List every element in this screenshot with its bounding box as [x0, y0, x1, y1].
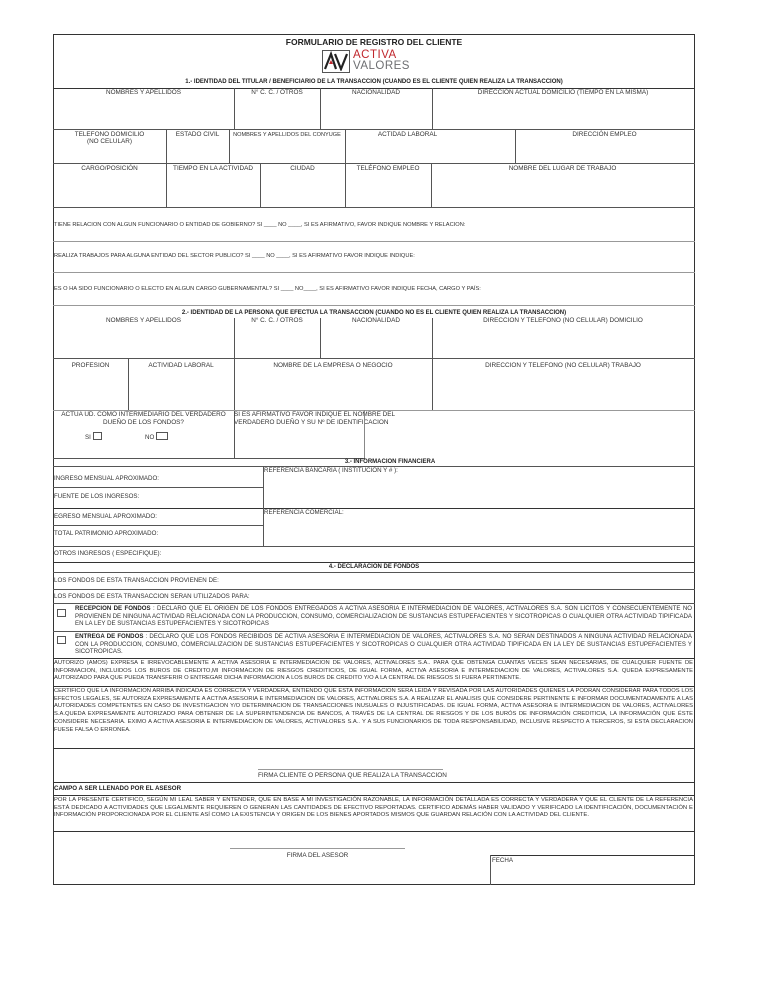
label-fuente-ingresos: FUENTE DE LOS INGRESOS: — [54, 493, 140, 500]
label-telefono-empleo: TELÉFONO EMPLEO — [356, 165, 420, 172]
logo-text-activa: ACTIVA — [353, 49, 397, 61]
s2-label-cc: N° C. C. / OTROS — [251, 317, 303, 324]
s2-label-empresa: NOMBRE DE LA EMPRESA O NEGOCIO — [273, 362, 393, 369]
label-ingreso-mensual: INGRESO MENSUAL APROXIMADO: — [54, 475, 159, 482]
fecha-field[interactable] — [491, 866, 693, 883]
label-si: SI — [85, 434, 91, 441]
s2-label-nacionalidad: NACIONALIDAD — [352, 317, 400, 324]
asesor-heading: CAMPO A SER LLENADO POR EL ASESOR — [54, 785, 182, 792]
label-firma-asesor: FIRMA DEL ASESOR — [286, 852, 349, 859]
label-lugar-trabajo: NOMBRE DEL LUGAR DE TRABAJO — [508, 165, 617, 172]
question-sector-publico: REALIZA TRABAJOS PARA ALGUNA ENTIDAD DEL SECTOR PUBLICO? SI ____ NO ____, SI ES AFIRMATIVO FAVOR INDIQUE INDIQUE: — [54, 253, 415, 259]
label-direccion-empleo: DIRECCIÓN EMPLEO — [572, 131, 637, 138]
label-intermediario-q1: ACTUA UD. COMO INTERMEDIARIO DEL VERDADERO — [61, 411, 226, 418]
label-egreso-mensual: EGRESO MENSUAL APROXIMADO: — [54, 513, 157, 520]
s2-label-nombres: NOMBRES Y APELLIDOS — [105, 317, 182, 324]
form-title: FORMULARIO DE REGISTRO DEL CLIENTE — [285, 37, 463, 47]
label-ciudad: CIUDAD — [290, 165, 315, 172]
label-tiempo-actividad: TIEMPO EN LA ACTIVIDAD — [173, 165, 253, 172]
recepcion-title: RECEPCION DE FONDOS — [75, 605, 151, 612]
label-provienen: LOS FONDOS DE ESTA TRANSACCION PROVIENEN DE: — [54, 577, 219, 584]
checkbox-si[interactable] — [93, 432, 102, 440]
firma-asesor-line[interactable] — [230, 848, 405, 849]
section4-heading: 4.- DECLARACION DE FONDOS — [328, 564, 420, 570]
checkbox-recepcion[interactable] — [57, 609, 66, 617]
autorizo-paragraph: AUTORIZO (AMOS) EXPRESA E IRREVOCABLEMENTE A ACTIVA ASESORIA E INTERMEDIACION DE VALORES, ACTIVALORES S.A.. PARA QUE OBTENGA CUANTAS VECES SEAN NECESARIAS, DE CUALQUIER FUENTE DE INFORMACION, INCLUIDOS LOS BUROS DE CREDITO,MI INFORMACION DE RIESGOS CREDITICIOS, DE IGUAL FORMA, ACTIVA ASESORIA E INTERMEDIACION DE VALORES, ACTIVALORES S.A. QUEDA EXPRESAMENTE AUTORIZADO PARA QUE PUEDA TRANSFERIR O ENTREGAR DICHA INFORMACION A LOS BUROS DE CREDITO Y/O A LA CENTRAL DE RIESGOS SI FUERA PERTINENTE. — [54, 660, 693, 682]
activa-valores-logo — [322, 50, 452, 74]
checkbox-no[interactable] — [156, 432, 168, 440]
s2-label-profesion: PROFESION — [71, 362, 110, 369]
av-logo-icon — [322, 50, 350, 73]
label-utilizados: LOS FONDOS DE ESTA TRANSACCION SERAN UTILIZADOS PARA: — [54, 593, 250, 600]
label-ref-comercial: REFERENCIA COMERCIAL: — [264, 509, 344, 516]
entrega-text: : DECLARO QUE LOS FONDOS RECIBIDOS DE ACTIVA ASESORIA E INTERMEDIACION DE VALORES, ACTIVALORES S.A. NO SERAN DESTINADOS A NINGUNA ACTIVIDAD RELACIONADA CON LA PRODUCCION, CONSUMO, COMERCIALIZACION DE SUSTANCIAS ESTUPEFACIENTES Y SICOTROPICAS O CUALQUIER OTRA ACTIVIDAD TIPIFICADA EN LA LEY DE SUSTANCIAS ESTUPEFACIENTES Y SICOTROPICAS. — [75, 633, 692, 656]
s2-label-actividad-laboral: ACTIVIDAD LABORAL — [148, 362, 214, 369]
label-cargo: CARGO/POSICIÓN — [81, 165, 138, 172]
nombres-field[interactable] — [54, 98, 232, 128]
label-conyuge: NOMBRES Y APELLIDOS DEL CONYUGE — [233, 132, 341, 138]
label-telefono-domicilio: TELEFONO DOMICILIO — [74, 131, 145, 138]
label-direccion-domicilio: DIRECCION ACTUAL DOMICILIO (TIEMPO EN LA MISMA) — [477, 89, 649, 96]
label-estado-civil: ESTADO CIVIL — [175, 131, 220, 138]
label-firma-cliente: FIRMA CLIENTE O PERSONA QUE REALIZA LA TRANSACCION — [258, 772, 447, 779]
label-dueno-q2: VERDADERO DUEÑO Y SU Nº DE IDENTIFICACION — [234, 419, 389, 426]
entrega-declaration — [75, 633, 692, 656]
label-otros-ingresos: OTROS INGRESOS ( ESPECIFIQUE): — [54, 550, 162, 557]
section3-heading: 3.- INFORMACION FINANCIERA — [344, 459, 436, 465]
question-funcionario-electo: ES O HA SIDO FUNCIONARIO O ELECTO EN ALGUN CARGO GUBERNAMENTAL? SI ____ NO____, SI ES AFIRMATIVO FAVOR INDIQUE FECHA, CARGO Y PAÍS: — [54, 286, 481, 292]
firma-cliente-line[interactable] — [258, 769, 443, 770]
label-dueno-q1: SI ES AFIRMATIVO FAVOR INDIQUE EL NOMBRE DEL — [234, 411, 396, 418]
cc-field[interactable] — [235, 98, 319, 128]
checkbox-entrega[interactable] — [57, 636, 66, 644]
section1-heading: 1.- IDENTIDAD DEL TITULAR / BENEFICIARIO DE LA TRANSACCION (CUANDO ES EL CLIENTE QUIEN REALIZA LA TRANSACCION) — [185, 79, 563, 85]
direccion-domicilio-field[interactable] — [433, 98, 693, 128]
nacionalidad-field[interactable] — [321, 98, 431, 128]
recepcion-text: : DECLARO QUE EL ORIGEN DE LOS FONDOS ENTREGADOS A ACTIVA ASESORIA E INTERMEDIACION DE VALORES, ACTIVALORES S.A. SON LICITOS Y CONSECUENTEMENTE NO PROVIENEN DE NINGUNA ACTIVIDAD RELACIONADA CON LA PRODUCCION, CONSUMO, COMERCIALIZACION DE SUSTANCIAS ESTUPEFACIENTES Y SICOTROPICAS O CUALQUIER OTRA ACTIVIDAD TIPIFICADA EN LA LEY DE SUSTANCIAS ESTUPEFACIENTES Y SICOTROPICAS — [75, 605, 693, 628]
label-no-celular: (NO CELULAR) — [86, 138, 133, 145]
s2-label-direccion-domicilio: DIRECCION Y TELEFONO (NO CELULAR) DOMICILIO — [483, 317, 643, 324]
label-nombres: NOMBRES Y APELLIDOS — [105, 89, 182, 96]
label-fecha: FECHA — [492, 857, 513, 864]
certifico-paragraph: CERTIFICO QUE LA INFORMACION ARRIBA INDICADA ES CORRECTA Y VERDADERA, ENTIENDO QUE ESTA INFORMACION SERA LEIDA Y REVISADA POR LAS AUTORIDADES QUIENES LA PODRAN CONSIDERAR PARA TODOS LOS EFECTOS LEGALES, SE AUTORIZA EXPRESAMENTE A ACTIVA ASESORIA E INTERMEDIACION DE VALORES, ACTIVALORES S.A. A REALIZAR EL ANALISIS QUE CONSIDERE PERTINENTE E INFORMAR DOCUMENTADAMENTE A LAS AUTORIDADES COMPETENTES EN CASO DE INVESTIGACION Y/O DETERMINACION DE TRANSACCIONES INUSUALES O INJUSTIFICADAS. DE IGUAL FORMA, ACTIVA ASESORIA E INTERMEDIACION DE VALORES, ACTIVALORES S.A.QUEDA EXPRESAMENTE AUTORIZADO PARA OBTENER DE LA SUPERINTENDENCIA DE BANCOS, A TRAVÉS DE LA CENTRAL DE RIESGOS Y DE LOS BURÓS DE INFORMACIÓN CREDITICIA, LA INFORMACIÓN QUE ÉSTE CONSIDERE NECESARIA. EXIMO A ACTIVA ASESORIA E INTERMEDIACION DE VALORES, ACTIVALORES S.A.. Y A SUS FUNCIONARIOS DE TODA RESPONSABILIDAD, INCLUSIVE RESPECTO A TERCEROS, SI ESTA DECLARACION FUESE FALSA O ERRONEA. — [54, 688, 693, 733]
label-nacionalidad: NACIONALIDAD — [352, 89, 400, 96]
recepcion-declaration — [75, 605, 692, 628]
label-intermediario-q2: DUEÑO DE LOS FONDOS? — [103, 419, 184, 426]
section2-heading: 2.- IDENTIDAD DE LA PERSONA QUE EFECTUA LA TRANSACCION (CUANDO NO ES EL CLIENTE QUIEN REALIZA LA TRANSACCION) — [181, 310, 567, 316]
label-cc: N° C. C. / OTROS — [251, 89, 303, 96]
label-ref-bancaria: REFERENCIA BANCARIA ( INSTITUCION Y # ): — [264, 467, 398, 474]
label-actividad-laboral: ACTIDAD LABORAL — [377, 131, 438, 138]
logo-text-valores: VALORES — [353, 60, 410, 72]
s2-label-direccion-trabajo: DIRECCION Y TELEFONO (NO CELULAR) TRABAJO — [485, 362, 641, 369]
question-relacion-gobierno: TIENE RELACION CON ALGUN FUNCIONARIO O ENTIDAD DE GOBIERNO? SI ____ NO ____, SI ES AFIRMATIVO, FAVOR INDIQUE NOMBRE Y RELACION: — [54, 222, 466, 228]
entrega-title: ENTREGA DE FONDOS — [75, 633, 144, 640]
label-no: NO — [145, 434, 155, 441]
label-total-patrimonio: TOTAL PATRIMONIO APROXIMADO: — [54, 530, 159, 537]
asesor-certification: POR LA PRESENTE CERTIFICO, SEGÚN MI LEAL SABER Y ENTENDER, QUE EN BASE A MI INVESTIGACIÓN RAZONABLE, LA INFORMACIÓN DETALLADA ES CORRECTA Y VERDADERA Y QUE EL CLIENTE DE LA REFERENCIA ESTÁ DEDICADO A ACTIVIDADES QUE LEGALMENTE REQUIEREN O GENERAN LAS CANTIDADES DE EFECTIVO REPORTADAS. CERTIFICO ADEMÁS HABER VALIDADO Y VERIFICADO LA IDENTIFICACIÓN, DOCUMENTACIÓN E INFORMACIÓN PROPORCIONADA POR EL CLIENTE ASÍ COMO LA EXISTENCIA Y ORIGEN DE LOS BIENES APORTADOS MISMOS QUE GUARDAN RELACIÓN CON LA ACTIVIDAD DEL CLIENTE. — [54, 797, 693, 819]
